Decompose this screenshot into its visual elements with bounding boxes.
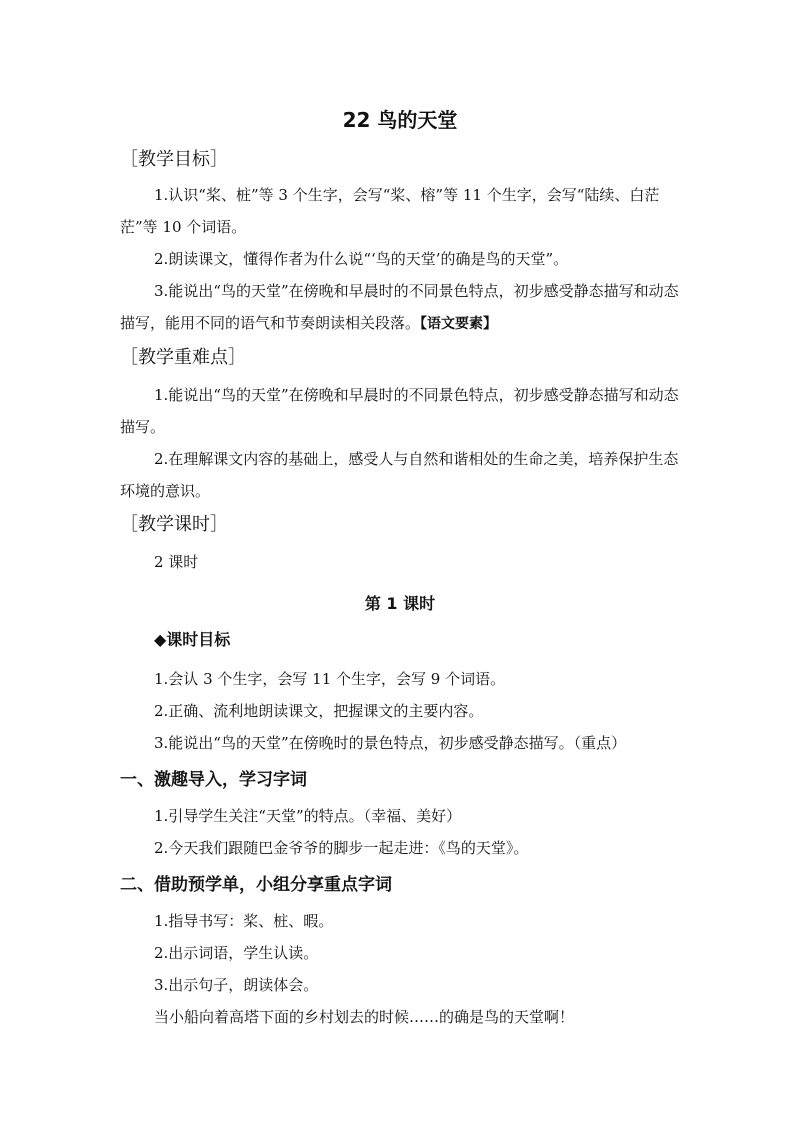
goal-item-1: 1.认识“桨、桩”等 3 个生字，会写“桨、榕”等 11 个生字，会写“陆续、白茫茫”等 10 个词语。 [120,186,660,236]
section1-item-2: 2.今天我们跟随巴金爷爷的脚步一起走进：《鸟的天堂》。 [154,839,529,857]
key-points-section [120,345,680,371]
lesson1-goal-3: 3.能说出“鸟的天堂”在傍晚时的景色特点，初步感受静态描写。（重点） [154,734,627,752]
goal-item-2: 2.朗读课文，懂得作者为什么说“‘鸟的天堂’的确是鸟的天堂”。 [154,250,569,268]
hours-section [120,512,680,538]
section1 [120,767,680,793]
hours-value: 2 课时 [154,553,199,571]
goal-item-3 [120,275,680,340]
key-points-list [120,379,680,507]
key-points-heading: ［教学重难点］ [120,347,246,368]
document-title: 22 鸟的天堂 [342,108,458,132]
hours-heading: ［教学课时］ [120,514,228,535]
section2-item-1: 1.指导书写：桨、桩、暇。 [154,912,334,930]
lesson1-goal-list [120,663,680,759]
section2-heading: 二、借助预学单，小组分享重点字词 [120,875,392,895]
section2-list [120,905,680,1033]
goals-section [120,147,680,173]
section2-item-2: 2.出示词语，学生认读。 [154,944,319,962]
hours-value-block [120,546,680,578]
section2 [120,872,680,898]
section1-item-1: 1.引导学生关注“天堂”的特点。（幸福、美好） [154,807,462,825]
lesson1-heading: 第 1 课时 [364,594,436,613]
key-point-item-2: 2.在理解课文内容的基础上，感受人与自然和谐相处的生命之美，培养保护生态环境的意识。 [120,450,679,500]
language-element-tag: 【语文要素】 [420,316,498,332]
section2-item-3: 3.出示句子，朗读体会。 [154,976,319,994]
section2-quote: 当小船向着高塔下面的乡村划去的时候……的确是鸟的天堂啊！ [154,1008,575,1026]
lesson1-goal-heading: ◆课时目标 [154,630,231,649]
goals-heading: ［教学目标］ [120,149,228,170]
lesson1-goal-2: 2.正确、流利地朗读课文，把握课文的主要内容。 [154,702,484,720]
lesson1-goal-section [120,628,680,652]
section1-heading: 一、激趣导入，学习字词 [120,770,307,790]
key-point-item-1: 1.能说出“鸟的天堂”在傍晚和早晨时的不同景色特点，初步感受静态描写和动态描写。 [120,386,679,436]
section1-list [120,800,680,864]
lesson1-goal-1: 1.会认 3 个生字，会写 11 个生字，会写 9 个词语。 [154,670,506,688]
goals-list [120,179,680,340]
goal-item-3-text: 3.能说出“鸟的天堂”在傍晚和早晨时的不同景色特点，初步感受静态描写和动态描写，能用不同的语气和节奏朗读相关段落。 [120,282,679,332]
